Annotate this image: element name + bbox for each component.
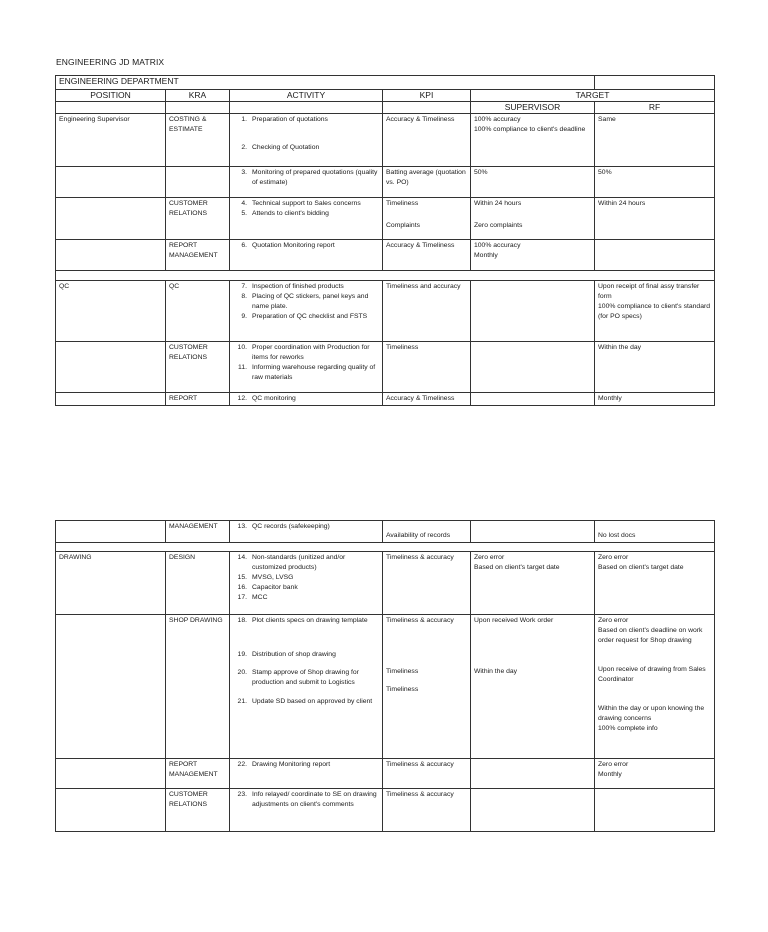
activity-item: Monitoring of prepared quotations (quality of estimate) (252, 169, 378, 186)
rf-cell: Within the day (595, 342, 715, 393)
table-row (56, 552, 715, 615)
activity-cell (230, 521, 383, 543)
supervisor-text: Zero error (474, 554, 505, 561)
table-row (56, 240, 715, 271)
table-row (56, 198, 715, 240)
header-activity: ACTIVITY (230, 90, 383, 102)
subheader-blank (230, 102, 383, 114)
item-number: 4. (241, 200, 247, 207)
kpi-cell: Accuracy & Timeliness (383, 114, 471, 167)
supervisor-text: Based on client's target date (474, 564, 560, 571)
activity-item: Preparation of quotations (252, 116, 328, 123)
item-number: 21. (237, 698, 247, 705)
jd-matrix-table-2 (55, 520, 715, 832)
supervisor-cell (471, 114, 595, 167)
supervisor-text: Within 24 hours (474, 200, 522, 207)
kpi-text: Complaints (386, 222, 420, 229)
supervisor-cell (471, 393, 595, 406)
activity-item: QC records (safekeeping) (252, 523, 330, 530)
subheader-blank (383, 102, 471, 114)
separator-row (56, 543, 715, 552)
supervisor-cell (471, 240, 595, 271)
supervisor-cell (471, 789, 595, 832)
item-number: 1. (241, 116, 247, 123)
item-number: 17. (237, 594, 247, 601)
header-blank-cell (595, 76, 715, 90)
activity-cell (230, 789, 383, 832)
table-row (56, 615, 715, 759)
separator-cell (56, 271, 715, 281)
kpi-cell: Availability of records (383, 521, 471, 543)
rf-text: Zero error (598, 617, 629, 624)
rf-text: Upon receipt of final assy transfer form (598, 283, 700, 300)
supervisor-cell (471, 281, 595, 342)
item-number: 23. (237, 791, 247, 798)
kra-cell: COSTING & ESTIMATE (166, 114, 230, 167)
subheader-blank (166, 102, 230, 114)
activity-cell (230, 114, 383, 167)
item-number: 19. (237, 651, 247, 658)
kra-cell (166, 167, 230, 198)
position-cell (56, 789, 166, 832)
position-cell: QC (56, 281, 166, 342)
item-number: 15. (237, 574, 247, 581)
activity-cell (230, 240, 383, 271)
rf-text: Within the day or upon knowing the drawing concerns (598, 705, 705, 722)
kra-cell: QC (166, 281, 230, 342)
separator-row (56, 271, 715, 281)
table-row (56, 521, 715, 543)
supervisor-text: 100% accuracy (474, 116, 521, 123)
position-cell (56, 615, 166, 759)
table-row (56, 759, 715, 789)
rf-cell (595, 240, 715, 271)
rf-text: Based on client's deadline on work order request for Shop drawing (598, 627, 703, 644)
rf-cell (595, 552, 715, 615)
position-cell (56, 393, 166, 406)
kpi-cell: Timeliness & accuracy (383, 759, 471, 789)
table-row (56, 342, 715, 393)
header-position: POSITION (56, 90, 166, 102)
rf-text: 100% complete info (598, 725, 658, 732)
item-number: 8. (241, 293, 247, 300)
rf-text: Upon receive of drawing from Sales Coordinator (598, 666, 706, 683)
kpi-cell: Timeliness (383, 342, 471, 393)
activity-item: Non-standards (unitized and/or customized products) (252, 554, 346, 571)
kra-cell: CUSTOMER RELATIONS (166, 342, 230, 393)
supervisor-text: Upon received Work order (474, 617, 554, 624)
activity-cell (230, 393, 383, 406)
supervisor-cell (471, 552, 595, 615)
rf-cell: No lost docs (595, 521, 715, 543)
jd-matrix-table-1 (55, 75, 715, 406)
activity-item: Info relayed/ coordinate to SE on drawing adjustments on client's comments (252, 791, 377, 808)
item-number: 18. (237, 617, 247, 624)
supervisor-cell (471, 342, 595, 393)
rf-text: Zero error (598, 554, 629, 561)
supervisor-cell (471, 198, 595, 240)
supervisor-text: Zero complaints (474, 222, 523, 229)
rf-text: 100% compliance to client's standard (for PO specs) (598, 303, 711, 320)
position-cell: Engineering Supervisor (56, 114, 166, 167)
item-number: 11. (238, 364, 247, 371)
item-number: 14. (237, 554, 247, 561)
kpi-cell: Accuracy & Timeliness (383, 240, 471, 271)
table-row (56, 114, 715, 167)
position-cell (56, 240, 166, 271)
rf-text: Zero error (598, 761, 629, 768)
position-cell (56, 167, 166, 198)
kpi-text: Timeliness & accuracy (386, 617, 454, 624)
kra-cell: REPORT MANAGEMENT (166, 240, 230, 271)
activity-item: Drawing Monitoring report (252, 761, 331, 768)
separator-cell (56, 543, 715, 552)
table-row (56, 281, 715, 342)
kpi-cell (383, 198, 471, 240)
activity-cell (230, 198, 383, 240)
activity-item: Quotation Monitoring report (252, 242, 335, 249)
document-title: ENGINEERING JD MATRIX (56, 57, 165, 67)
kra-cell: REPORT (166, 393, 230, 406)
item-number: 16. (237, 584, 247, 591)
activity-item: MVSG, LVSG (252, 574, 294, 581)
kpi-text: Timeliness (386, 668, 419, 675)
activity-cell (230, 759, 383, 789)
position-cell (56, 521, 166, 543)
kpi-cell: Accuracy & Timeliness (383, 393, 471, 406)
supervisor-text: 100% accuracy (474, 242, 521, 249)
activity-item: Stamp approve of Shop drawing for production and submit to Logistics (252, 669, 359, 686)
kpi-cell: Batting average (quotation vs. PO) (383, 167, 471, 198)
kra-cell: SHOP DRAWING (166, 615, 230, 759)
table-row (56, 789, 715, 832)
item-number: 22. (237, 761, 247, 768)
item-number: 9. (241, 313, 247, 320)
position-cell (56, 198, 166, 240)
activity-cell (230, 615, 383, 759)
item-number: 7. (241, 283, 247, 290)
activity-item: QC monitoring (252, 395, 296, 402)
item-number: 6. (241, 242, 247, 249)
rf-cell: Monthly (595, 393, 715, 406)
activity-item: Proper coordination with Production for items for reworks (252, 344, 370, 361)
activity-cell (230, 167, 383, 198)
rf-text: Based on client's target date (598, 564, 684, 571)
table-row (56, 167, 715, 198)
subheader-blank (56, 102, 166, 114)
kra-cell: DESIGN (166, 552, 230, 615)
activity-cell (230, 281, 383, 342)
rf-cell: 50% (595, 167, 715, 198)
kra-cell: REPORT MANAGEMENT (166, 759, 230, 789)
department-header: ENGINEERING DEPARTMENT (56, 76, 595, 90)
item-number: 3. (241, 169, 247, 176)
kpi-text: Timeliness (386, 686, 419, 693)
header-target: TARGET (471, 90, 715, 102)
activity-item: Preparation of QC checklist and FSTS (252, 313, 368, 320)
item-number: 13. (237, 523, 247, 530)
activity-item: Attends to client's bidding (252, 210, 329, 217)
supervisor-text: 100% compliance to client's deadline (474, 126, 586, 133)
supervisor-cell (471, 615, 595, 759)
kpi-cell: Timeliness & accuracy (383, 552, 471, 615)
header-rf: RF (595, 102, 715, 114)
position-cell (56, 759, 166, 789)
item-number: 5. (241, 210, 247, 217)
header-supervisor: SUPERVISOR (471, 102, 595, 114)
supervisor-cell: 50% (471, 167, 595, 198)
supervisor-cell (471, 759, 595, 789)
kpi-cell (383, 615, 471, 759)
supervisor-text: Monthly (474, 252, 498, 259)
rf-cell: Within 24 hours (595, 198, 715, 240)
supervisor-text: Within the day (474, 668, 518, 675)
position-cell (56, 342, 166, 393)
header-kra: KRA (166, 90, 230, 102)
activity-item: Checking of Quotation (252, 144, 320, 151)
activity-item: Capacitor bank (252, 584, 298, 591)
position-cell: DRAWING (56, 552, 166, 615)
rf-cell (595, 615, 715, 759)
rf-cell (595, 789, 715, 832)
header-kpi: KPI (383, 90, 471, 102)
activity-item: Plot clients specs on drawing template (252, 617, 368, 624)
rf-cell (595, 759, 715, 789)
item-number: 10. (237, 344, 247, 351)
activity-item: Distribution of shop drawing (252, 651, 336, 658)
rf-cell: Same (595, 114, 715, 167)
item-number: 12. (237, 395, 247, 402)
activity-item: Technical support to Sales concerns (252, 200, 361, 207)
item-number: 20. (237, 669, 247, 676)
kra-cell: CUSTOMER RELATIONS (166, 789, 230, 832)
activity-cell (230, 552, 383, 615)
activity-item: MCC (252, 594, 268, 601)
activity-cell (230, 342, 383, 393)
activity-item: Placing of QC stickers, panel keys and name plate. (252, 293, 369, 310)
kra-cell: CUSTOMER RELATIONS (166, 198, 230, 240)
kra-cell: MANAGEMENT (166, 521, 230, 543)
item-number: 2. (241, 144, 247, 151)
rf-text: Monthly (598, 771, 622, 778)
kpi-text: Timeliness (386, 200, 419, 207)
table-row (56, 393, 715, 406)
kpi-cell: Timeliness and accuracy (383, 281, 471, 342)
activity-item: Inspection of finished products (252, 283, 344, 290)
kpi-cell: Timeliness & accuracy (383, 789, 471, 832)
supervisor-cell (471, 521, 595, 543)
activity-item: Informing warehouse regarding quality of raw materials (252, 364, 376, 381)
activity-item: Update SD based on approved by client (252, 698, 373, 705)
rf-cell (595, 281, 715, 342)
